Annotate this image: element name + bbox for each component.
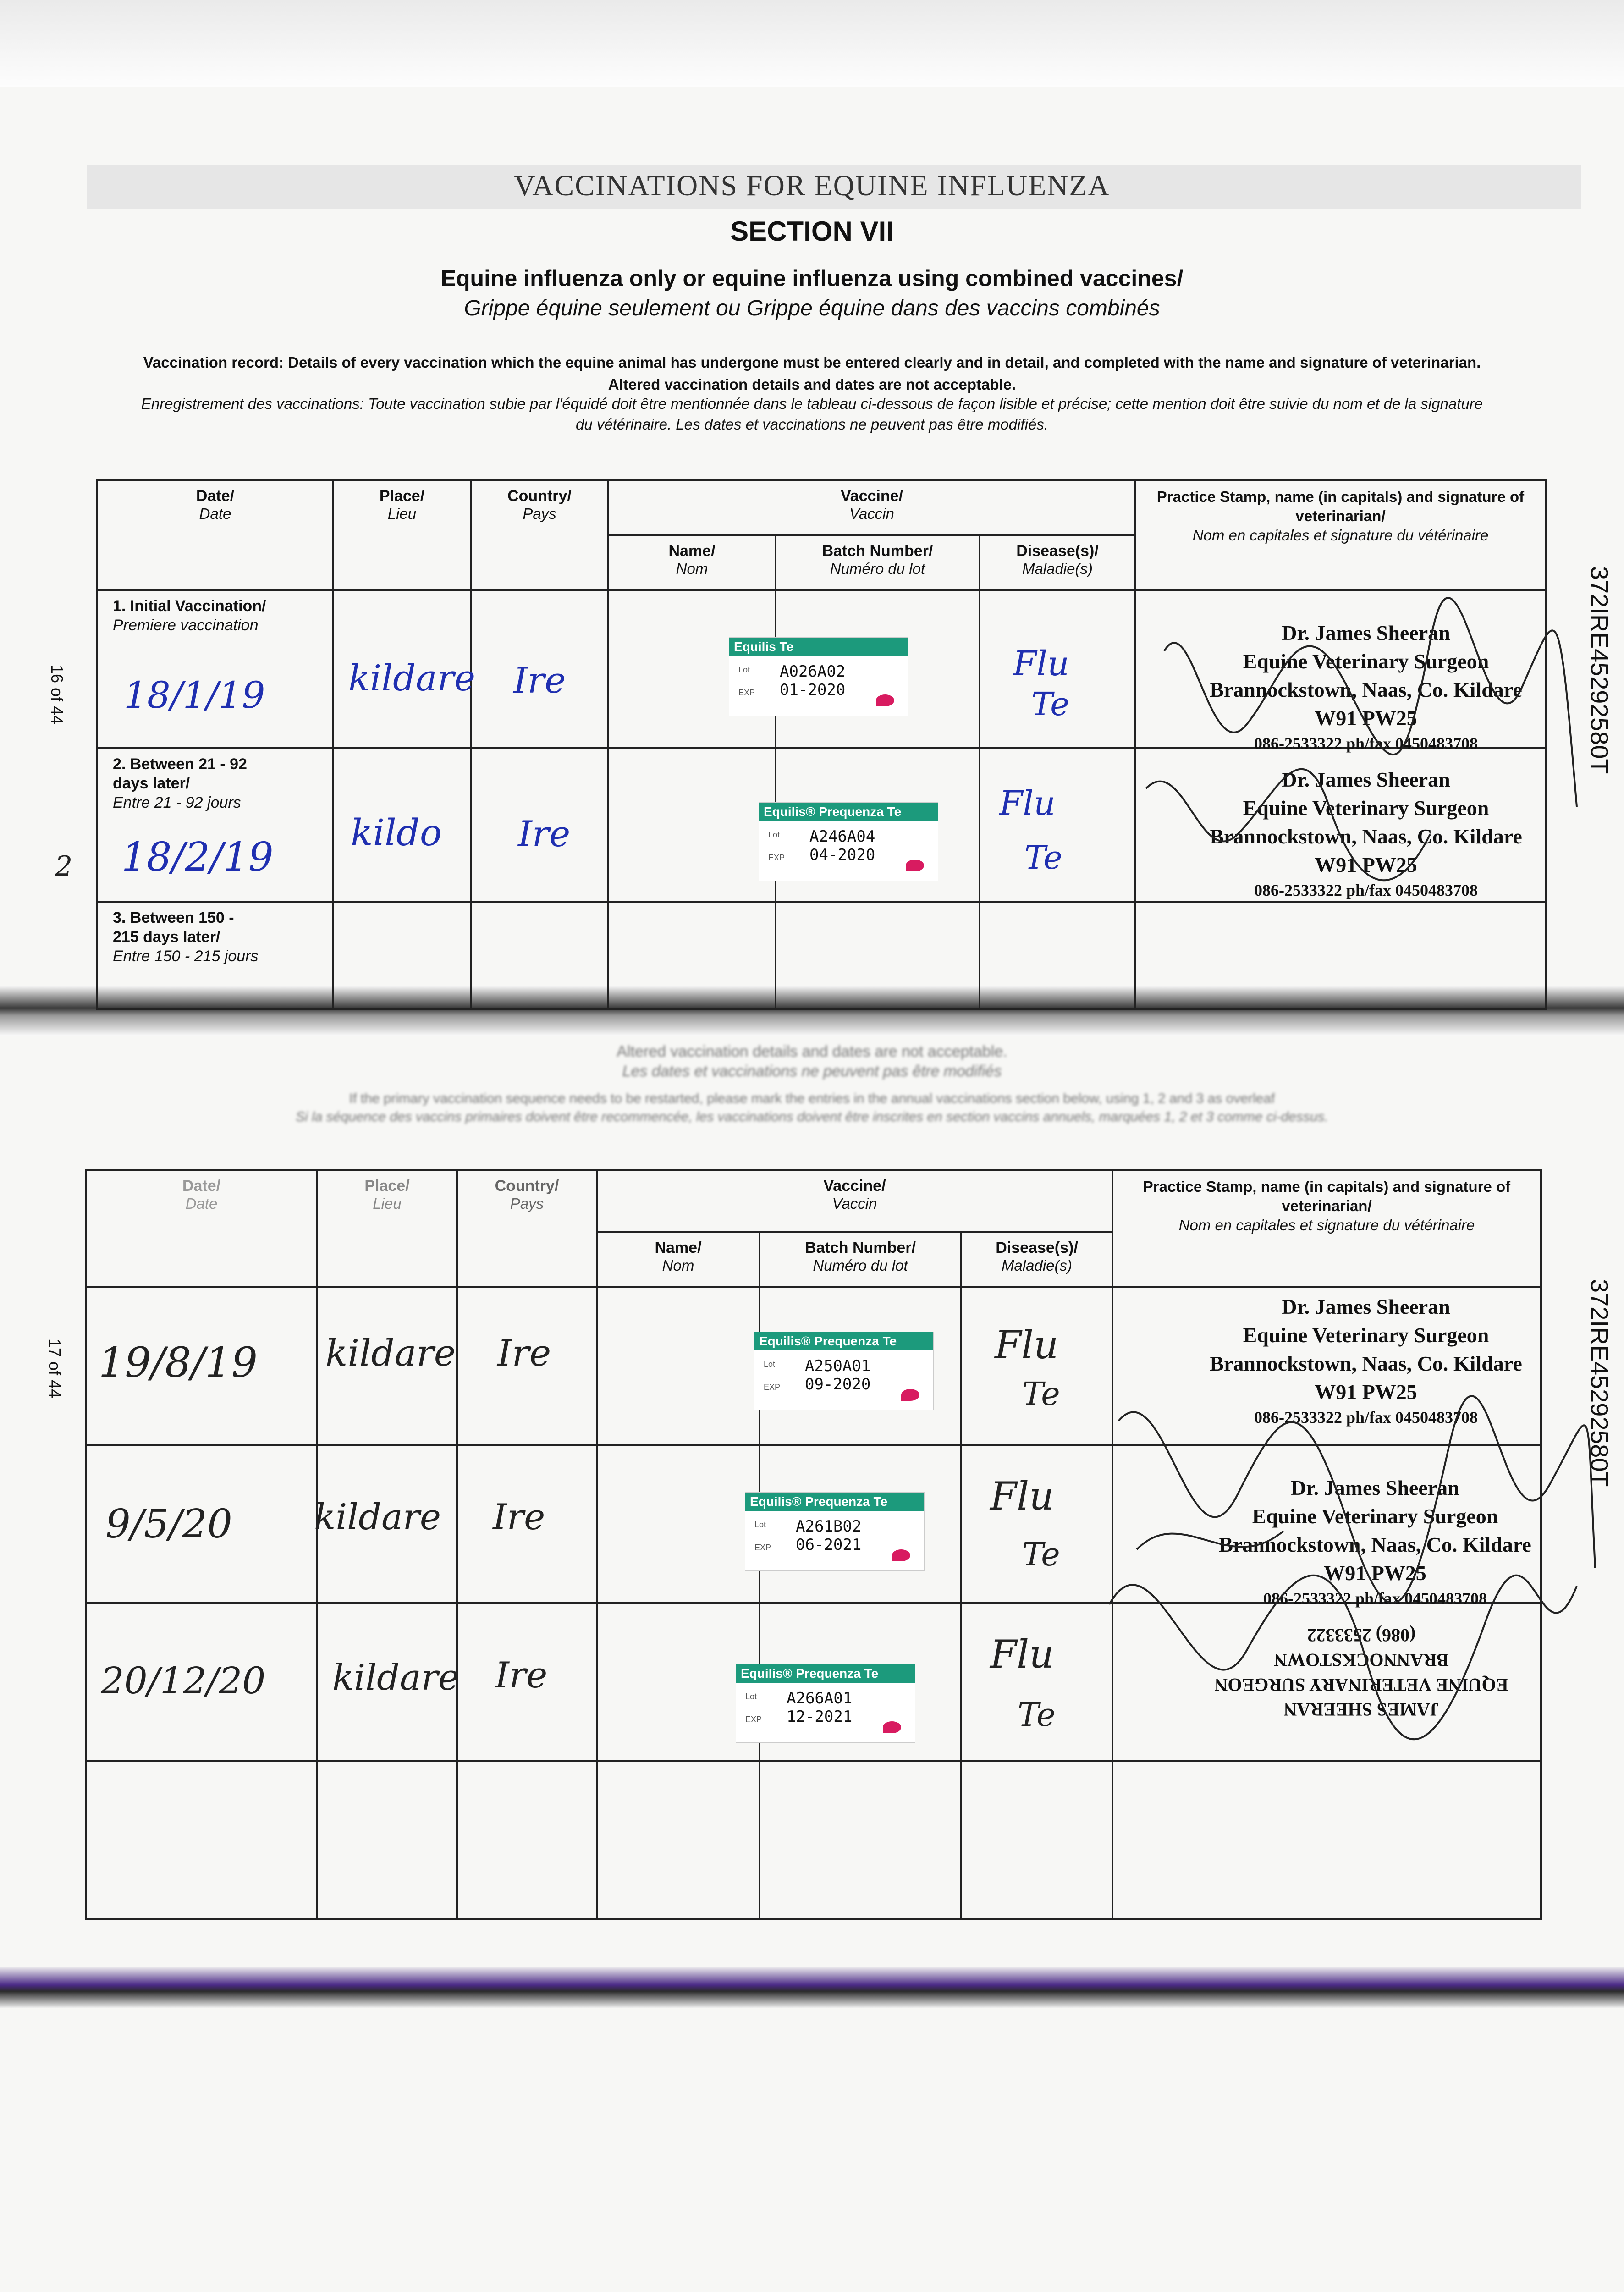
stamp-cell [1135, 902, 1546, 1009]
name-cell [597, 1287, 760, 1445]
name-cell [608, 902, 776, 1009]
row-label: 2. Between 21 - 92 days later/ Entre 21 - 92 jours [97, 748, 333, 902]
page-title: VACCINATIONS FOR EQUINE INFLUENZA [514, 169, 1110, 202]
page-top-shadow [0, 0, 1624, 87]
disease-cell [961, 1603, 1112, 1761]
row-label: 3. Between 150 - 215 days later/ Entre 150 - 215 jours [97, 902, 333, 1009]
handwritten-country: Ire [493, 1497, 545, 1538]
handwritten-disease-2: Te [1024, 839, 1062, 876]
handwritten-country: Ire [495, 1655, 548, 1696]
country-cell [471, 902, 608, 1009]
handwritten-place: kildo [351, 811, 442, 854]
subtitle-english: Equine influenza only or equine influenza using combined vaccines/ [440, 265, 1184, 291]
header-name: Name/ Nom [597, 1232, 760, 1287]
header-country: Country/ Pays [457, 1170, 597, 1287]
header-stamp: Practice Stamp, name (in capitals) and signature of veterinarian/ Nom en capitales et signature du vétérinaire [1112, 1170, 1541, 1287]
handwritten-date: 18/1/19 [124, 674, 265, 716]
vet-stamp: Dr. James Sheeran Equine Veterinary Surgeon Brannockstown, Naas, Co. Kildare W91 PW25 086-2533322 ph/fax 0450483708 [1210, 621, 1522, 753]
vet-stamp: Dr. James Sheeran Equine Veterinary Surgeon Brannockstown, Naas, Co. Kildare W91 PW25 086-2533322 ph/fax 0450483708 [1219, 1476, 1531, 1608]
subtitle-french: Grippe équine seulement ou Grippe équine dans des vaccins combinés [464, 296, 1160, 320]
handwritten-disease: Flu [990, 1474, 1054, 1519]
vet-stamp: Dr. James Sheeran Equine Veterinary Surgeon Brannockstown, Naas, Co. Kildare W91 PW25 086-2533322 ph/fax 0450483708 [1210, 1295, 1522, 1427]
bottom-note-2: Les dates et vaccinations ne peuvent pas être modifiés [622, 1063, 1002, 1080]
header-batch: Batch Number/ Numéro du lot [776, 535, 980, 590]
batch-cell [776, 902, 980, 1009]
header-place: Place/ Lieu [333, 480, 471, 590]
mirrored-stamp: JAMES SHEERAN EQUINE VETERINARY SURGEON BRANNOCKSTOWN (086) 2533322 [1214, 1625, 1508, 1720]
name-cell [597, 1761, 760, 1919]
name-cell [597, 1445, 760, 1603]
header-date: Date/ Date [97, 480, 333, 590]
handwritten-date: 9/5/20 [105, 1501, 232, 1547]
place-cell [317, 1761, 457, 1919]
page-number: 17 of 44 [45, 1339, 64, 1399]
header-stamp: Practice Stamp, name (in capitals) and signature of veterinarian/ Nom en capitales et signature du vétérinaire [1135, 480, 1546, 590]
header-name: Name/ Nom [608, 535, 776, 590]
margin-mark: 2 [55, 850, 73, 882]
header-place: Place/ Lieu [317, 1170, 457, 1287]
vet-signature [1091, 1329, 1604, 1788]
date-cell [86, 1761, 317, 1919]
section-heading: SECTION VII [730, 216, 894, 247]
note-french-2: du vétérinaire. Les dates et vaccinations ne peuvent pas être modifiés. [576, 416, 1048, 433]
vaccine-sticker: Equilis Te Lot EXP A026A02 01-2020 [729, 637, 908, 716]
binding-edge [0, 1967, 1624, 2008]
page-number: 16 of 44 [48, 665, 66, 725]
handwritten-place: kildare [325, 1332, 456, 1374]
vaccine-sticker: Equilis® Prequenza Te Lot EXP A261B02 06-2021 [745, 1492, 925, 1571]
handwritten-disease: Flu [1013, 644, 1069, 683]
note-english-2: Altered vaccination details and dates are not acceptable. [608, 376, 1016, 393]
vaccine-sticker: Equilis® Prequenza Te Lot EXP A250A01 09-2020 [754, 1332, 934, 1410]
handwritten-date: 18/2/19 [121, 834, 274, 880]
handwritten-disease: Flu [990, 1632, 1054, 1677]
header-date: Date/ Date [86, 1170, 317, 1287]
handwritten-disease-2: Te [1022, 1375, 1060, 1413]
disease-cell [961, 1445, 1112, 1603]
handwritten-disease: Flu [995, 1322, 1059, 1367]
name-cell [597, 1603, 760, 1761]
vaccine-sticker: Equilis® Prequenza Te Lot EXP A246A04 04-2020 [759, 802, 938, 881]
note-french-1: Enregistrement des vaccinations: Toute vaccination subie par l'équidé doit être mentionnée dans le tableau ci-dessous de façon lisible et précise; cette mention doit être suivie du nom et de la signature [141, 395, 1483, 412]
handwritten-date: 20/12/20 [101, 1659, 266, 1702]
handwritten-date: 19/8/19 [99, 1339, 258, 1387]
bottom-note-3: If the primary vaccination sequence needs to be restarted, please mark the entries in the annual vaccinations section below, using 1, 2 and 3 as overleaf [349, 1091, 1275, 1106]
handwritten-disease-2: Te [1022, 1536, 1060, 1573]
handwritten-disease: Flu [999, 784, 1056, 823]
handwritten-place: kildare [332, 1657, 460, 1698]
vet-stamp: Dr. James Sheeran Equine Veterinary Surgeon Brannockstown, Naas, Co. Kildare W91 PW25 086-2533322 ph/fax 0450483708 [1210, 768, 1522, 899]
bottom-note-1: Altered vaccination details and dates are not acceptable. [617, 1043, 1007, 1060]
header-vaccine: Vaccine/ Vaccin [608, 480, 1135, 535]
disease-cell [980, 902, 1135, 1009]
header-country: Country/ Pays [471, 480, 608, 590]
vet-signature [1109, 550, 1591, 917]
handwritten-place: kildare [314, 1497, 441, 1538]
handwritten-country: Ire [518, 814, 571, 855]
handwritten-country: Ire [497, 1332, 551, 1374]
batch-cell [760, 1761, 961, 1919]
vaccine-sticker: Equilis® Prequenza Te Lot EXP A266A01 12-2021 [736, 1664, 915, 1743]
header-batch: Batch Number/ Numéro du lot [760, 1232, 961, 1287]
note-english-1: Vaccination record: Details of every vaccination which the equine animal has undergone must be entered clearly and in detail, and completed with the name and signature of veterinarian. [143, 354, 1481, 371]
header-vaccine: Vaccine/ Vaccin [597, 1170, 1112, 1232]
horse-id-code: 372IRE45292580T [1585, 566, 1613, 774]
disease-cell [961, 1761, 1112, 1919]
header-disease: Disease(s)/ Maladie(s) [980, 535, 1135, 590]
handwritten-place: kildare [348, 658, 476, 699]
row-label: 1. Initial Vaccination/ Premiere vaccination [97, 590, 333, 748]
handwritten-disease-2: Te [1031, 685, 1069, 723]
handwritten-country: Ire [513, 660, 566, 701]
horse-id-code: 372IRE45292580T [1585, 1279, 1613, 1487]
place-cell [333, 902, 471, 1009]
header-disease: Disease(s)/ Maladie(s) [961, 1232, 1112, 1287]
country-cell [457, 1761, 597, 1919]
handwritten-disease-2: Te [1018, 1696, 1056, 1734]
name-cell [608, 748, 776, 902]
bottom-note-4: Si la séquence des vaccins primaires doivent être recommencée, les vaccinations doivent être inscrites en section vaccins annuels, marquées 1, 2 et 3 comme ci-dessus. [296, 1109, 1328, 1124]
